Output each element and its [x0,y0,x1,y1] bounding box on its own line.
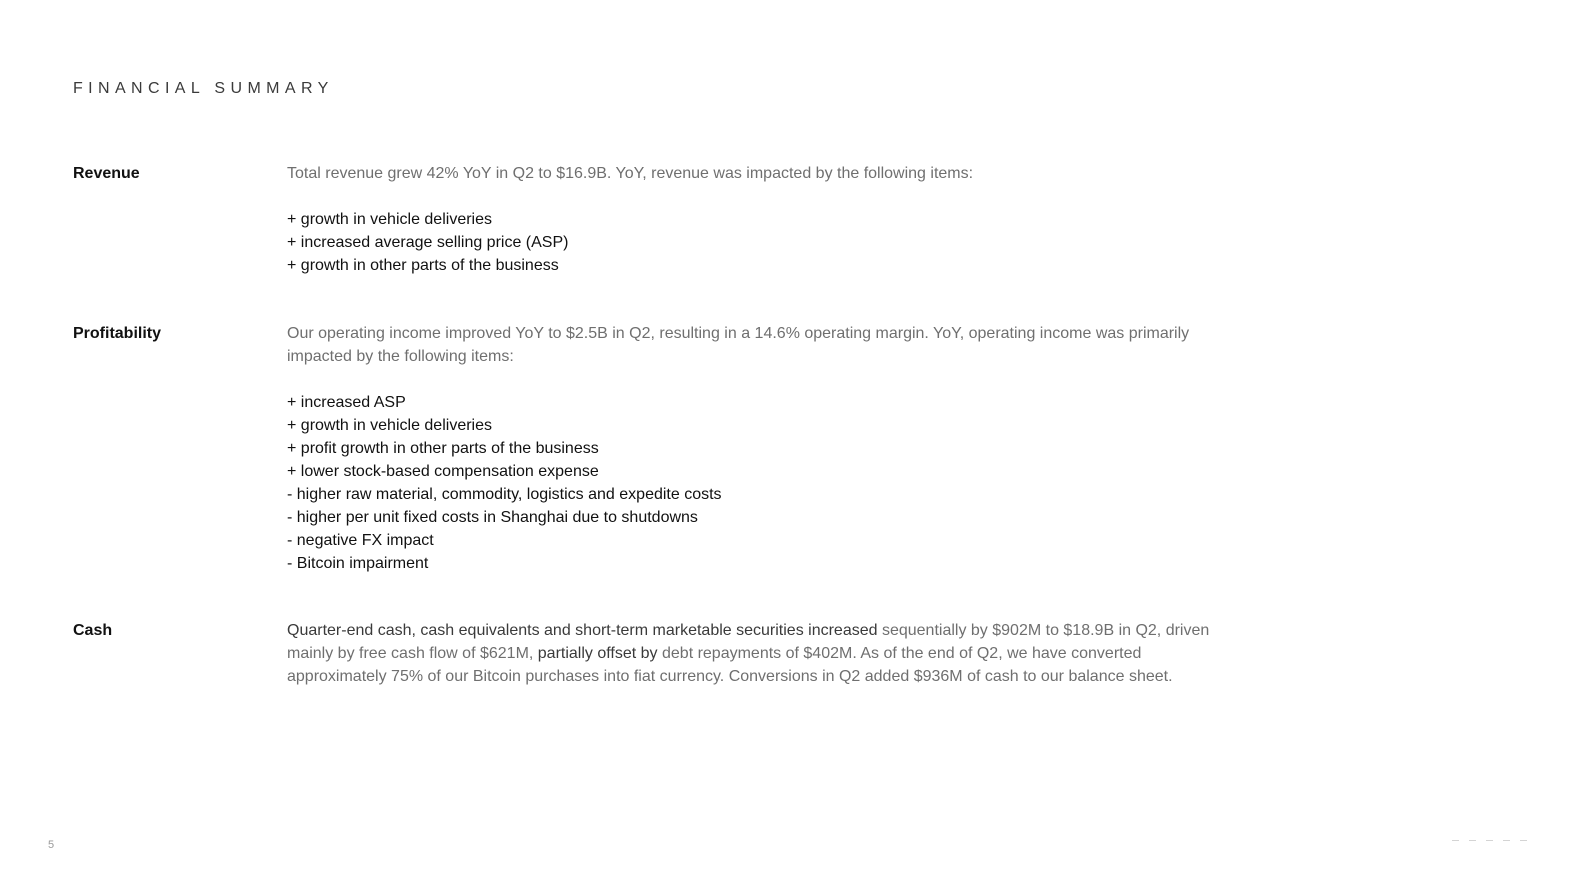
list-item: - Bitcoin impairment [287,555,429,572]
profitability-intro-part-2: in a 14.6% operating margin. YoY, operating income was primarily impacted by the following items: [287,325,1190,365]
list-item: + growth in other parts of the business [287,257,559,274]
profitability-bullet-list [287,391,1232,575]
list-item: - negative FX impact [287,532,434,549]
section-label-revenue: Revenue [73,165,140,182]
revenue-bullet-list [287,208,1232,277]
profitability-body [287,322,1232,575]
cash-intro-part-3: partially offset by [537,645,658,662]
cash-body [287,619,1232,688]
page-number: 5 [48,839,55,851]
revenue-intro-text: Total revenue grew 42% YoY in Q2 to $16.9B. YoY, revenue was impacted by the following items: [287,165,974,182]
cash-intro-part-1: Quarter-end cash, cash equivalents and short-term marketable securities increased [287,622,878,639]
profitability-intro-part-1: Our operating income improved YoY to $2.5B in Q2, resulting [287,325,720,342]
cash-intro-part-2: sequentially by $902M to $18.9B in Q2, driven mainly by free cash flow of $621M, [287,622,1210,662]
cash-intro-part-4: debt repayments of $402M. As of the end of Q2, we have converted approximately 75% of our Bitcoin purchases into fiat currency. Conversions in Q2 added $936M of cash to our balance sheet. [287,645,1173,685]
section-label-profitability: Profitability [73,325,162,342]
list-item: - higher per unit fixed costs in Shanghai due to shutdowns [287,509,698,526]
brand-logo-letter [1452,840,1459,846]
revenue-body [287,162,1232,277]
profitability-intro [287,322,1232,368]
list-item: + increased ASP [287,394,406,411]
list-item: + growth in vehicle deliveries [287,211,492,228]
brand-logo [1452,838,1527,848]
brand-logo-letter [1503,840,1510,846]
list-item: + lower stock-based compensation expense [287,463,599,480]
cash-intro [287,619,1232,688]
list-item: + profit growth in other parts of the business [287,440,599,457]
revenue-intro [287,162,1232,185]
section-label-cash: Cash [73,622,113,639]
brand-logo-letter [1520,840,1527,846]
page-title: FINANCIAL SUMMARY [73,80,334,97]
list-item: + growth in vehicle deliveries [287,417,492,434]
list-item: - higher raw material, commodity, logistics and expedite costs [287,486,722,503]
brand-logo-letter [1486,840,1493,846]
brand-logo-letter [1469,840,1476,846]
list-item: + increased average selling price (ASP) [287,234,569,251]
